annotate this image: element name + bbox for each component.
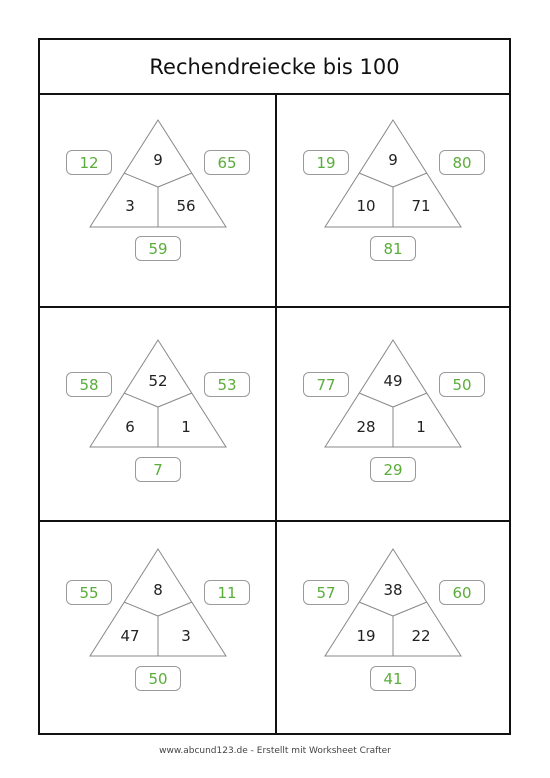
triangle-shape (40, 95, 275, 308)
triangle-right-number: 3 (181, 627, 191, 645)
answer-box-left: 58 (66, 372, 112, 397)
triangle-cell-2 (277, 95, 512, 308)
answer-box-left: 77 (303, 372, 349, 397)
triangle-left-number: 47 (120, 627, 140, 645)
triangle-shape (40, 522, 275, 735)
triangle-right-number: 1 (181, 418, 191, 436)
triangle-top-number: 9 (388, 151, 398, 169)
worksheet-title: Rechendreiecke bis 100 (40, 40, 509, 95)
triangle-cell-6 (277, 522, 512, 735)
answer-box-right: 53 (204, 372, 250, 397)
answer-box-bottom: 29 (370, 457, 416, 482)
triangle-top-number: 8 (153, 581, 163, 599)
triangle-top-number: 49 (383, 372, 403, 390)
answer-box-right: 80 (439, 150, 485, 175)
triangle-left-number: 19 (356, 627, 376, 645)
triangle-right-number: 22 (411, 627, 431, 645)
triangle-left-number: 6 (125, 418, 135, 436)
triangle-left-number: 28 (356, 418, 376, 436)
triangle-cell-4 (277, 308, 512, 521)
triangle-right-number: 71 (411, 197, 431, 215)
triangle-cell-1 (40, 95, 275, 308)
triangle-right-number: 1 (416, 418, 426, 436)
answer-box-bottom: 81 (370, 236, 416, 261)
triangle-cell-3 (40, 308, 275, 521)
answer-box-right: 50 (439, 372, 485, 397)
triangle-top-number: 9 (153, 151, 163, 169)
answer-box-left: 19 (303, 150, 349, 175)
answer-box-bottom: 41 (370, 666, 416, 691)
triangle-shape (277, 308, 512, 521)
answer-box-left: 55 (66, 580, 112, 605)
triangle-shape (277, 95, 512, 308)
answer-box-bottom: 59 (135, 236, 181, 261)
triangle-left-number: 10 (356, 197, 376, 215)
answer-box-right: 65 (204, 150, 250, 175)
answer-box-left: 12 (66, 150, 112, 175)
triangle-cell-5 (40, 522, 275, 735)
triangle-shape (277, 522, 512, 735)
answer-box-bottom: 7 (135, 457, 181, 482)
triangle-left-number: 3 (125, 197, 135, 215)
answer-box-right: 11 (204, 580, 250, 605)
answer-box-bottom: 50 (135, 666, 181, 691)
answer-box-right: 60 (439, 580, 485, 605)
worksheet-frame (38, 38, 511, 735)
answer-box-left: 57 (303, 580, 349, 605)
triangle-top-number: 52 (148, 372, 168, 390)
triangle-shape (40, 308, 275, 521)
triangle-top-number: 38 (383, 581, 403, 599)
triangle-right-number: 56 (176, 197, 196, 215)
footer-credit: www.abcund123.de - Erstellt mit Worksheet Crafter (159, 746, 391, 756)
